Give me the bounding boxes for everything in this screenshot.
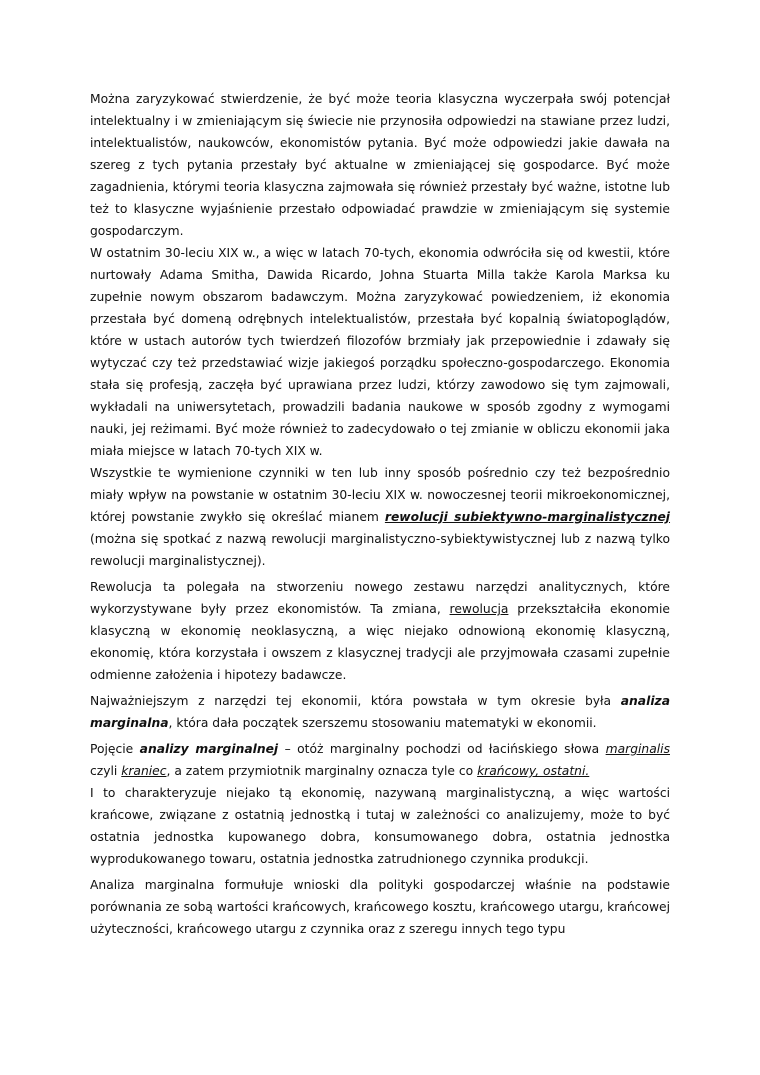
text-run: – otóż marginalny pochodzi od łacińskiego słowa <box>278 742 606 756</box>
text-run: przekształciła ekonomie klasyczną w ekonomię neoklasyczną, a więc niejako odnowioną ekonomię klasyczną, ekonomię, która korzystała i owszem z klasycznej tradycji ale przyjmowała czasami zupełnie odmienne założenia i hipotezy badawcze. <box>90 602 670 682</box>
text-run: Najważniejszym z narzędzi tej ekonomii, która powstała w tym okresie była <box>90 694 621 708</box>
text-run: , a zatem przymiotnik marginalny oznacza tyle co <box>166 764 478 778</box>
text-run: Pojęcie <box>90 742 140 756</box>
term-marginal-analysis: analiza marginalna <box>90 694 670 730</box>
paragraph-marginal-definition <box>90 738 670 782</box>
paragraph-new-tools <box>90 576 670 686</box>
document-page <box>90 88 670 940</box>
paragraph-policy-conclusions: Analiza marginalna formułuje wnioski dla polityki gospodarczej właśnie na podstawie porównania ze sobą wartości krańcowych, krańcowego kosztu, krańcowego utargu, krańcowej użyteczności, krańcowego utargu z czynnika oraz z szeregu innych tego typu <box>90 878 670 936</box>
term-revolution: rewolucja <box>449 602 509 616</box>
paragraph-marginal-analysis <box>90 690 670 734</box>
text-run: (można się spotkać z nazwą rewolucji marginalistyczno-sybiektywistycznej lub z nazwą tylko rewolucji marginalistycznej). <box>90 532 670 568</box>
term-kraniec: kraniec <box>121 764 167 778</box>
text-run: Rewolucja ta polegała na stworzeniu nowego zestawu narzędzi analitycznych, które wykorzystywane były przez ekonomistów. Ta zmiana, <box>90 580 670 616</box>
paragraph-marginal-values: I to charakteryzuje niejako tą ekonomię, nazywaną marginalistyczną, a więc wartości krańcowe, związane z ostatnią jednostką i tutaj w zależności co analizujemy, może to być ostatnia jednostka kupowanego dobra, konsumowanego dobra, ostatnia jednostka wyprodukowanego towaru, ostatnia jednostka zatrudnionego czynnika produkcji. <box>90 786 670 866</box>
text-run: , która dała początek szerszemu stosowaniu matematyki w ekonomii. <box>168 716 597 730</box>
paragraph-classical-theory: Można zaryzykować stwierdzenie, że być może teoria klasyczna wyczerpała swój potencjał intelektualny i w zmieniającym się świecie nie przynosiła odpowiedzi na stawiane przez ludzi, intelektualistów, naukowców, ekonomistów pytania. Być może odpowiedzi jakie dawała na szereg z tych pytania przestały być aktualne w zmieniającej się gospodarce. Być może zagadnienia, którymi teoria klasyczna zajmowała się również przestały być ważne, istotne lub też to klasyczne wyjaśnienie przestało odpowiadać prawdzie w zmieniającym się systemie gospodarczym. <box>90 92 670 238</box>
paragraph-revolution-intro <box>90 462 670 572</box>
term-subjective-marginalist-revolution: rewolucji subiektywno-marginalistycznej <box>384 510 671 524</box>
text-run: Wszystkie te wymienione czynniki w ten lub inny sposób pośrednio czy też bezpośrednio miały wpływ na powstanie w ostatnim 30-leciu XIX w. nowoczesnej teorii mikroekonomicznej, której powstanie zwykło się określać mianem <box>90 466 670 524</box>
term-marginal-analysis-concept: analizy marginalnej <box>139 742 279 756</box>
text-run: czyli <box>90 764 122 778</box>
term-final-meaning: krańcowy, ostatni. <box>477 764 590 778</box>
paragraph-1870s-shift: W ostatnim 30-leciu XIX w., a więc w latach 70-tych, ekonomia odwróciła się od kwestii, które nurtowały Adama Smitha, Dawida Ricardo, Johna Stuarta Milla także Karola Marksa ku zupełnie nowym obszarom badawczym. Można zaryzykować powiedzeniem, iż ekonomia przestała być domeną odrębnych intelektualistów, przestała być kopalnią światopoglądów, które w ustach autorów tych twierdzeń filozofów brzmiały jak przepowiednie i zdawały się wytyczać czy też przedstawiać wizje jakiegoś porządku społeczno-gospodarczego. Ekonomia stała się profesją, zaczęła być uprawiana przez ludzi, którzy zawodowo się tym zajmowali, wykładali na uniwersytetach, prowadzili badania naukowe w sposób zgodny z wymogami nauki, jej reżimami. Być może również to zadecydowało o tej zmianie w obliczu ekonomii jaka miała miejsce w latach 70-tych XIX w. <box>90 246 670 458</box>
term-marginalis: marginalis <box>605 742 670 756</box>
